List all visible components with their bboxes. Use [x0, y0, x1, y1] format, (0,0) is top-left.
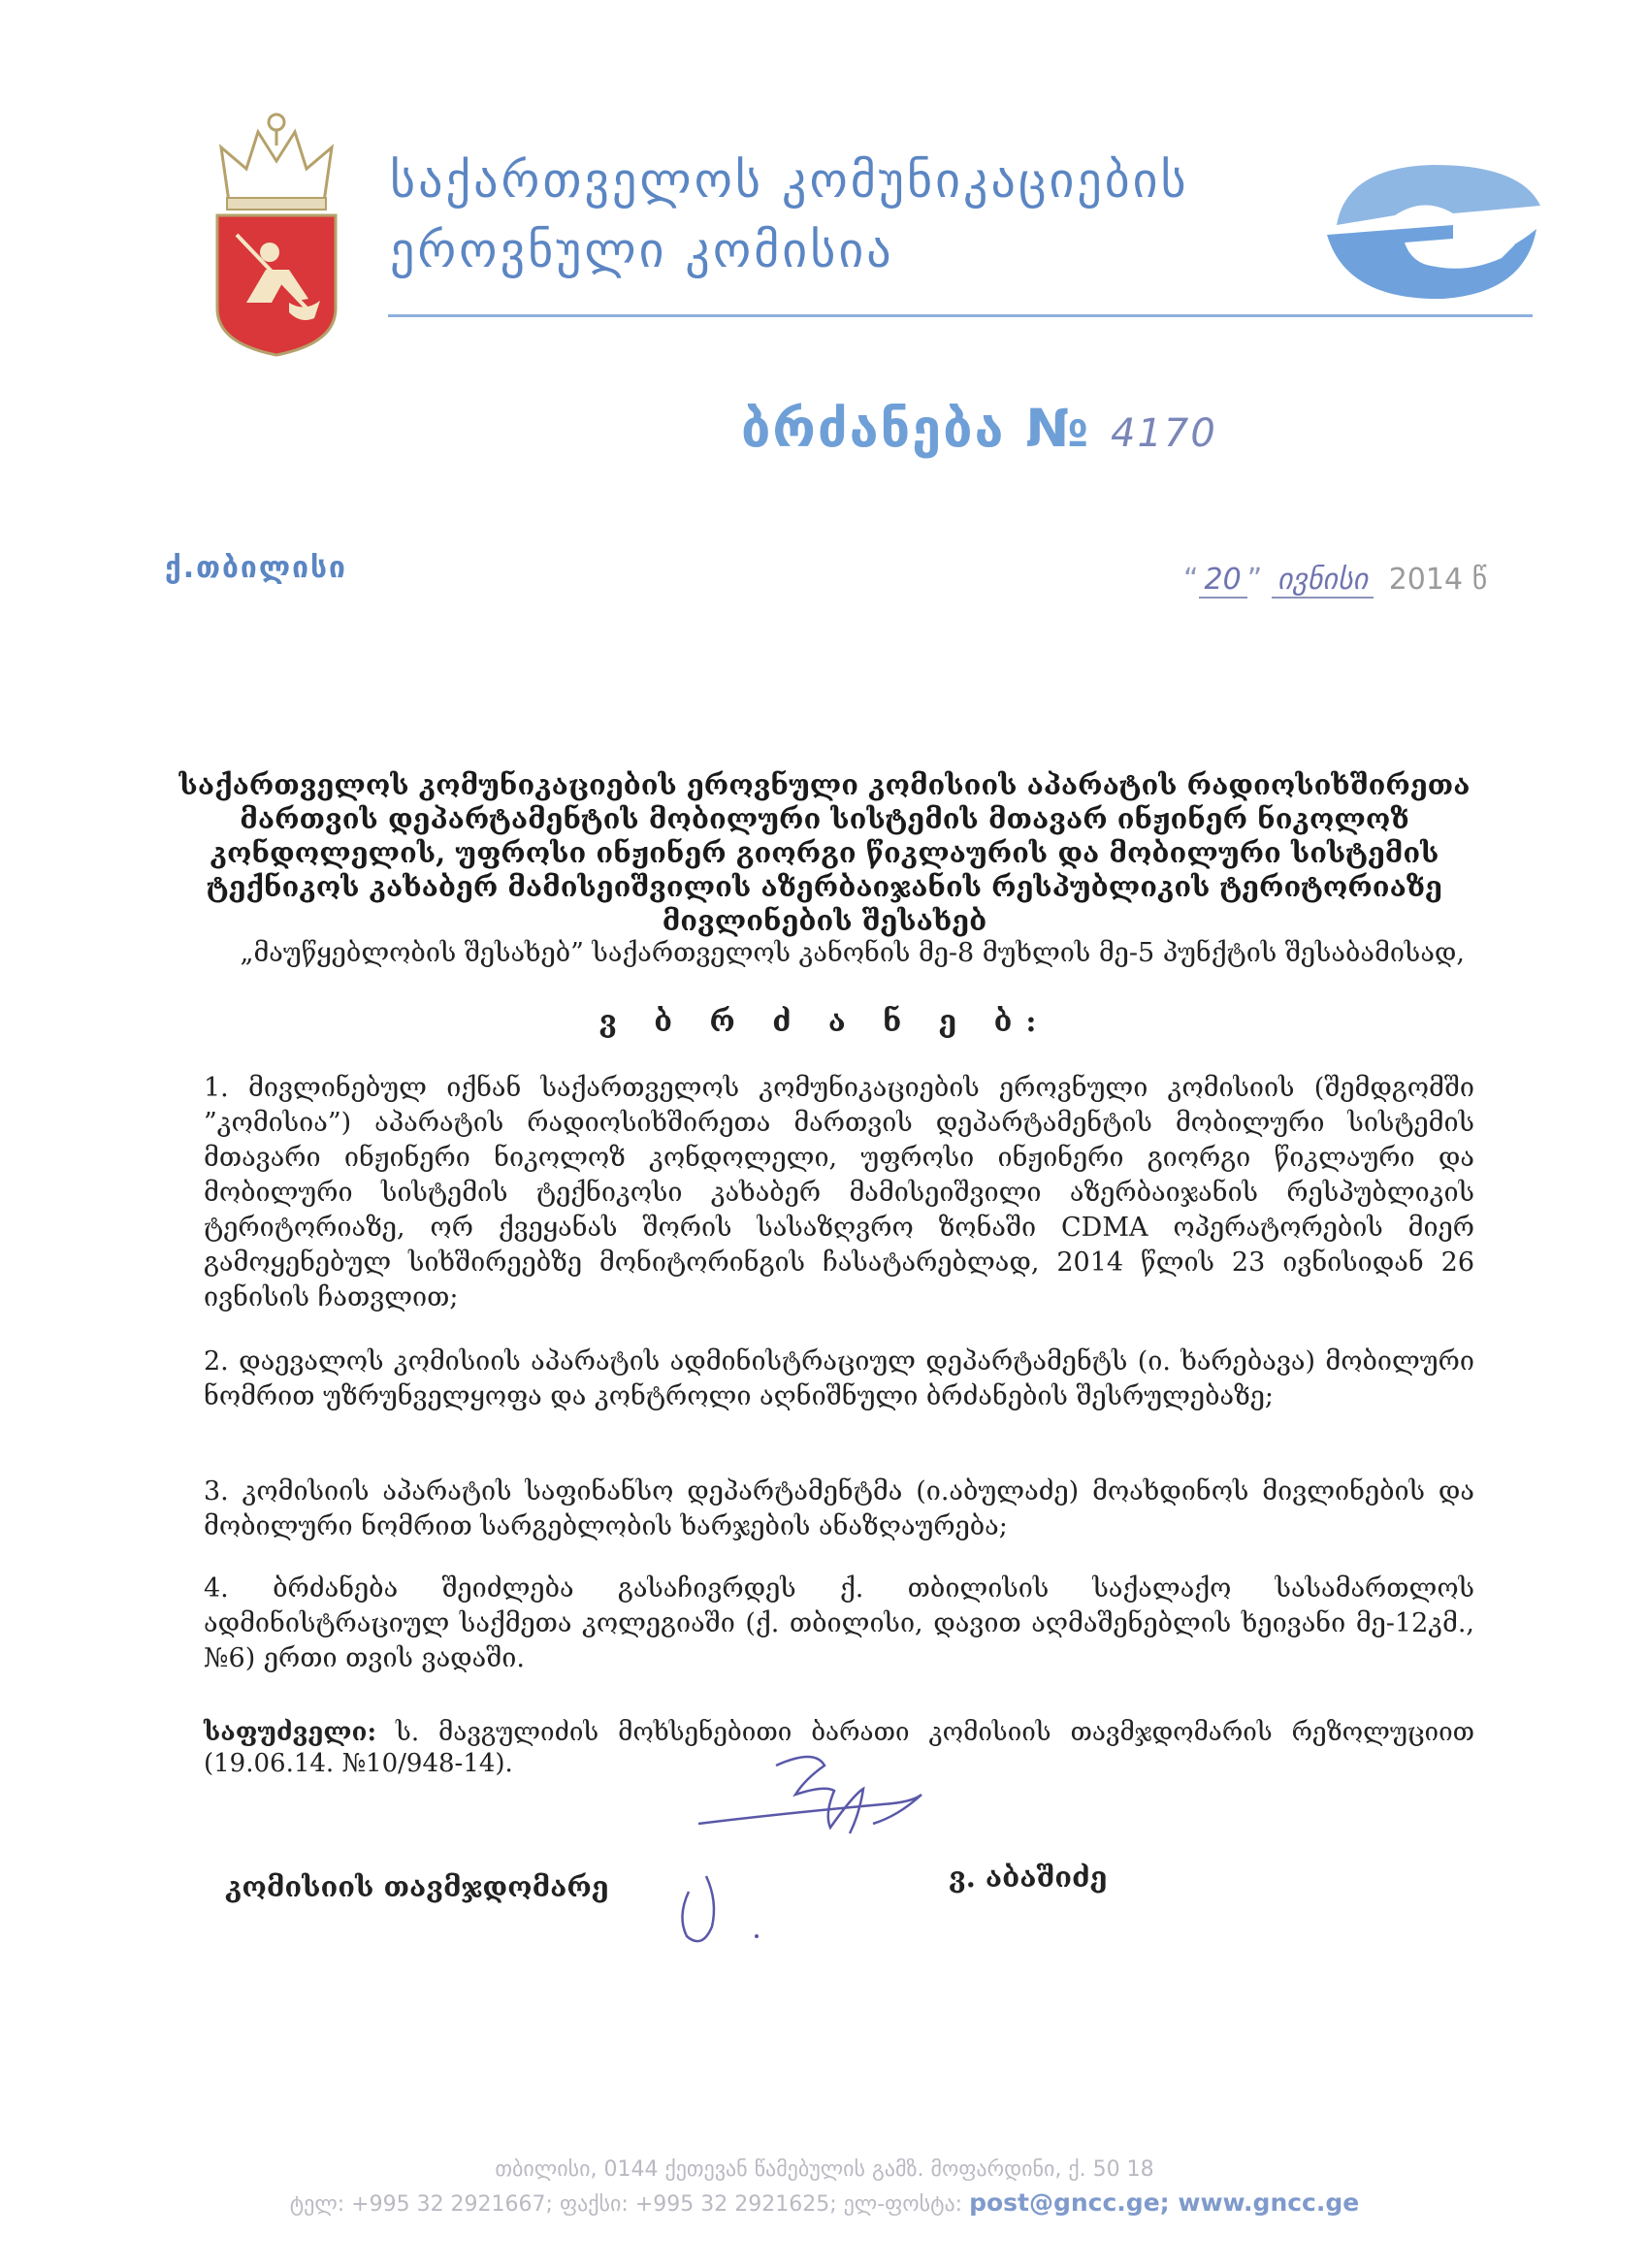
order-number: 4170 [1111, 411, 1217, 456]
orders-heading: ვ ბ რ ძ ა ნ ე ბ: [598, 1005, 1051, 1039]
coat-of-arms-emblem [208, 109, 345, 357]
document-footer [146, 2154, 1504, 2221]
footer-email-website: post@gncc.ge; www.gncc.ge [969, 2188, 1360, 2217]
document-place: ქ.თბილისი [165, 551, 347, 585]
foundation-label: საფუძველი: [204, 1718, 377, 1747]
order-paragraph-2: 2. დაევალოს კომისიის აპარატის ადმინისტრაციულ დეპარტამენტს (ი. ხარებავა) მობილური ნომრით უზრუნველყოფა და კონტროლი აღნიშნული ბრძანების შესრულებაზე; [204, 1346, 1474, 1411]
organization-name [390, 146, 1321, 285]
header-divider [388, 314, 1533, 317]
crown-icon [221, 114, 332, 210]
footer-phones: ტელ: +995 32 2921667; ფაქსი: +995 32 2921625; ელ-ფოსტა: [289, 2192, 963, 2217]
date-day: 20 [1199, 563, 1247, 599]
footer-address: თბილისი, 0144 ქეთევან წამებულის გამზ. მოფარდინი, ქ. 50 18 [495, 2157, 1154, 2182]
signatory-title: კომისიის თავმჯდომარე [225, 1870, 609, 1903]
order-paragraph-1: 1. მივლინებულ იქნან საქართველოს კომუნიკაციების ეროვნული კომისიის (შემდგომში ”კომისია”) აპარატის რადიოსიხშირეთა მართვის დეპარტამენტის მობილური სისტემის მთავარი ინჟინერი ნიკოლოზ კონდოლელი, უფროსი ინჟინერი გიორგი წიკლაური და მობილური სისტემის ტექნიკოსი კახაბერ მამისეიშვილი აზერბაიჯანის რესპუბლიკის ტერიტორიაზე, ორ ქვეყანას შორის სასაზღვრო ზონაში CDMA ოპერატორების მიერ გამოყენებულ სიხშირეებზე მონიტორინგის ჩასატარებლად, 2014 წლის 23 ივნისიდან 26 ივნისის ჩათვლით; [204, 1073, 1474, 1312]
order-paragraph-3: 3. კომისიის აპარატის საფინანსო დეპარტამენტმა (ი.აბულაძე) მოახდინოს მივლინების და მობილური ნომრით სარგებლობის ხარჯების ანაზღაურება; [204, 1476, 1474, 1541]
date-year: 2014 წ [1388, 563, 1488, 597]
organization-name-line-2: ეროვნული კომისია [390, 222, 894, 278]
document-date: “ 20 ” ივნისი 2014 წ [1183, 563, 1488, 597]
order-paragraph-4: 4. ბრძანება შეიძლება გასაჩივრდეს ქ. თბილისის საქალაქო სასამართლოს ადმინისტრაციულ საქმეთა კოლეგიაში (ქ. თბილისი, დავით აღმაშენებლის ხეივანი მე-12კმ., №6) ერთი თვის ვადაში. [204, 1573, 1474, 1673]
order-title [741, 398, 1284, 466]
shield-icon [217, 215, 336, 355]
gncc-logo-icon [1308, 157, 1546, 303]
order-title-label: ბრძანება № [741, 398, 1091, 459]
signatory-name: ვ. აბაშიძე [949, 1861, 1108, 1894]
order-subject: საქართველოს კომუნიკაციების ეროვნული კომისიის აპარატის რადიოსიხშირეთა მართვის დეპარტამენტის მობილური სისტემის მთავარ ინჟინერ ნიკოლოზ კონდოლელის, უფროსი ინჟინერ გიორგი წიკლაურის და მობილური სისტემის ტექნიკოს კახაბერ მამისეიშვილის აზერბაიჯანის რესპუბლიკის ტერიტორიაზე მივლინების შესახებ [178, 768, 1471, 937]
legal-basis: „მაუწყებლობის შესახებ” საქართველოს კანონის მე-8 მუხლის მე-5 პუნქტის შესაბამისად, [240, 938, 1465, 968]
organization-name-line-1: საქართველოს კომუნიკაციების [390, 152, 1189, 209]
footer-contacts [146, 2187, 1504, 2221]
date-month: ივნისი [1272, 563, 1374, 599]
foundation-text: ს. მავგულიძის მოხსენებითი ბარათი კომისიის თავმჯდომარის რეზოლუციით (19.06.14. №10/948-14). [204, 1718, 1475, 1778]
handwritten-signature [660, 1746, 989, 1960]
